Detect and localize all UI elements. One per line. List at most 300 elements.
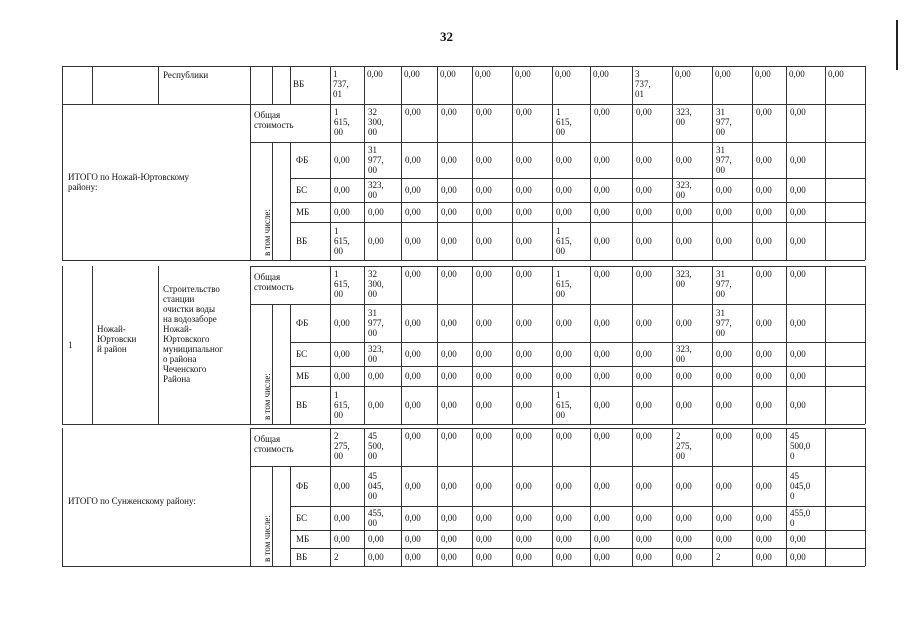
cell-value: 0,00 xyxy=(636,481,652,491)
cell-value: 0,00 xyxy=(405,481,421,491)
col-border xyxy=(825,66,826,104)
cell-value: 0,00 xyxy=(334,318,350,328)
cell-value: 0,00 xyxy=(636,349,652,359)
cell-value: 0,00 xyxy=(716,207,732,217)
cell-value: 0,00 xyxy=(441,207,457,217)
cell-value: 0,00 xyxy=(556,371,572,381)
row-border xyxy=(250,304,865,305)
cell-value: 0,00 xyxy=(756,107,772,117)
col-border xyxy=(672,266,673,424)
cell-value: 0,00 xyxy=(756,371,772,381)
cell-value: 0,00 xyxy=(441,318,457,328)
cell-value: 0,00 xyxy=(716,185,732,195)
col-border xyxy=(330,428,331,566)
cell-value: 0,00 xyxy=(441,552,457,562)
cell-value: 0,00 xyxy=(516,481,532,491)
cell-value: 0,00 xyxy=(367,69,383,79)
col-border xyxy=(290,142,291,260)
cell-value: 0,00 xyxy=(441,155,457,165)
col-border xyxy=(330,66,331,104)
cell-value: 0,00 xyxy=(555,69,571,79)
col-border xyxy=(590,266,591,424)
col-border xyxy=(552,266,553,424)
cell-value: 0,00 xyxy=(756,400,772,410)
cell-value: 0,00 xyxy=(405,269,421,279)
col-border xyxy=(472,266,473,424)
col-border xyxy=(512,104,513,260)
col-border xyxy=(437,66,438,104)
col-border xyxy=(865,104,866,260)
cell-value: 0,00 xyxy=(594,155,610,165)
cell-value: 0,00 xyxy=(334,349,350,359)
col-border xyxy=(632,104,633,260)
row-border xyxy=(62,566,865,567)
cell-value: 0,00 xyxy=(405,400,421,410)
funding-type: ФБ xyxy=(296,318,309,328)
col-border xyxy=(590,66,591,104)
cell-value: 0,00 xyxy=(755,69,771,79)
cell-value: 0,00 xyxy=(594,107,610,117)
col-border xyxy=(437,428,438,566)
col-border xyxy=(250,266,251,424)
cell-value: 0,00 xyxy=(334,481,350,491)
row-border xyxy=(290,386,865,387)
col-border xyxy=(512,66,513,104)
cell-value: 2 xyxy=(334,552,339,562)
cell-value: 0,00 xyxy=(636,371,652,381)
col-border xyxy=(92,66,93,104)
col-border xyxy=(330,104,331,260)
cell-value: 0,00 xyxy=(476,513,492,523)
cell-value: 0,00 xyxy=(790,534,806,544)
row-border xyxy=(290,178,865,179)
col-border xyxy=(158,266,159,424)
col-border xyxy=(712,66,713,104)
cell-value: 0,00 xyxy=(476,400,492,410)
cell-value: 0,00 xyxy=(476,318,492,328)
cell-value: 0,00 xyxy=(334,513,350,523)
cell-value: 0,00 xyxy=(676,207,692,217)
col-border xyxy=(865,428,866,566)
cell-value: 0,00 xyxy=(476,534,492,544)
cell-value: 31 977, 00 xyxy=(368,308,384,338)
cell-value: 0,00 xyxy=(516,155,532,165)
row-border xyxy=(250,466,865,467)
col-border xyxy=(825,104,826,260)
cell-value: 0,00 xyxy=(516,534,532,544)
funding-type: БС xyxy=(296,513,308,523)
cell-value: 0,00 xyxy=(636,534,652,544)
col-border xyxy=(250,428,251,566)
cell-value: 0,00 xyxy=(594,371,610,381)
cell-value: 0,00 xyxy=(676,318,692,328)
col-border xyxy=(330,266,331,424)
cell-value: 0,00 xyxy=(441,349,457,359)
cell-value: 0,00 xyxy=(636,236,652,246)
cell-value: 0,00 xyxy=(594,349,610,359)
cell-value: 0,00 xyxy=(334,185,350,195)
cell-value: 0,00 xyxy=(790,318,806,328)
cell-value: 323, 00 xyxy=(676,180,692,200)
col-border xyxy=(512,428,513,566)
col-border xyxy=(825,428,826,566)
cell-value: 1 615, 00 xyxy=(334,269,350,299)
cell-value: 0,00 xyxy=(441,431,457,441)
cell-value: 0,00 xyxy=(636,552,652,562)
col-border xyxy=(290,66,291,104)
cell-value: 0,00 xyxy=(441,185,457,195)
col-border xyxy=(712,428,713,566)
col-border xyxy=(401,66,402,104)
cell-value: 0,00 xyxy=(441,481,457,491)
row-border xyxy=(290,548,865,549)
cell-value: 0,00 xyxy=(756,318,772,328)
cell-value: 0,00 xyxy=(756,431,772,441)
cell-value: 0,00 xyxy=(476,552,492,562)
funding-type: ФБ xyxy=(296,155,309,165)
col-border xyxy=(401,266,402,424)
cell-value: 31 977, 00 xyxy=(716,269,732,299)
cell-value: 0,00 xyxy=(594,400,610,410)
cell-value: 0,00 xyxy=(594,513,610,523)
cell-value: 0,00 xyxy=(716,431,732,441)
cell-value: 0,00 xyxy=(594,269,610,279)
cell-value: 0,00 xyxy=(828,69,844,79)
col-border xyxy=(62,266,63,424)
cell-value: 0,00 xyxy=(790,155,806,165)
cell-value: 0,00 xyxy=(594,431,610,441)
cell-value: 45 500,0 0 xyxy=(790,431,811,461)
cell-value: 0,00 xyxy=(476,431,492,441)
cell-value: 0,00 xyxy=(594,318,610,328)
row-border xyxy=(290,530,865,531)
funding-type: ВБ xyxy=(296,400,308,410)
funding-type: ФБ xyxy=(296,481,309,491)
cell-value: 0,00 xyxy=(676,400,692,410)
cell-value: 0,00 xyxy=(516,349,532,359)
cell-value: 0,00 xyxy=(516,371,532,381)
cell-value: 323, 00 xyxy=(676,107,692,127)
cell-value: 0,00 xyxy=(556,552,572,562)
col-border xyxy=(401,104,402,260)
cell-value: 0,00 xyxy=(716,400,732,410)
section-title: ИТОГО по Ножай-Юртовскому району: xyxy=(68,172,190,192)
cell-value: 0,00 xyxy=(368,534,384,544)
cell-value: 1 615, 00 xyxy=(556,390,572,420)
cell-value: 0,00 xyxy=(790,185,806,195)
cell-value: 1 737, 01 xyxy=(333,69,349,99)
district-name: Ножай- Юртовски й район xyxy=(97,324,137,354)
cell-value: 0,00 xyxy=(441,236,457,246)
cell-value: 0,00 xyxy=(594,236,610,246)
cell-value: 0,00 xyxy=(556,534,572,544)
col-border xyxy=(472,428,473,566)
col-border xyxy=(552,104,553,260)
cell-value: 1 615, 00 xyxy=(334,107,350,137)
cell-value: 0,00 xyxy=(790,552,806,562)
col-border xyxy=(62,104,63,260)
region-label: Республики xyxy=(163,70,209,80)
col-border xyxy=(752,266,753,424)
cell-value: 0,00 xyxy=(756,481,772,491)
cell-value: 0,00 xyxy=(405,185,421,195)
cell-value: 0,00 xyxy=(516,269,532,279)
cell-value: 0,00 xyxy=(636,107,652,117)
cell-value: 0,00 xyxy=(636,155,652,165)
cell-value: 0,00 xyxy=(368,371,384,381)
col-border xyxy=(752,428,753,566)
cell-value: 3 737, 01 xyxy=(635,69,651,99)
cell-value: 0,00 xyxy=(756,269,772,279)
cell-value: 31 977, 00 xyxy=(716,145,732,175)
row-border xyxy=(250,428,865,429)
col-border xyxy=(552,428,553,566)
cell-value: 31 977, 00 xyxy=(368,145,384,175)
cell-value: 0,00 xyxy=(676,552,692,562)
cell-value: 45 045,0 0 xyxy=(790,471,811,501)
funding-type: ВБ xyxy=(293,79,305,89)
budget-table xyxy=(62,66,865,569)
in-that-number-label: в том числе: xyxy=(262,209,272,256)
cell-value: 0,00 xyxy=(556,431,572,441)
cell-value: 0,00 xyxy=(368,552,384,562)
funding-type: МБ xyxy=(296,371,310,381)
cell-value: 323, 00 xyxy=(368,344,384,364)
cell-value: 0,00 xyxy=(790,400,806,410)
col-border xyxy=(632,266,633,424)
cell-value: 0,00 xyxy=(556,185,572,195)
cell-value: 0,00 xyxy=(334,155,350,165)
col-border xyxy=(62,66,63,104)
cell-value: 0,00 xyxy=(516,431,532,441)
cell-value: 0,00 xyxy=(405,431,421,441)
row-border xyxy=(62,260,865,261)
col-border xyxy=(250,104,251,260)
cell-value: 0,00 xyxy=(716,534,732,544)
cell-value: 1 615, 00 xyxy=(556,269,572,299)
cell-value: 0,00 xyxy=(676,371,692,381)
cell-value: 0,00 xyxy=(405,552,421,562)
cell-value: 0,00 xyxy=(405,534,421,544)
cell-value: 0,00 xyxy=(789,69,805,79)
cell-value: 0,00 xyxy=(594,534,610,544)
cell-value: 0,00 xyxy=(405,349,421,359)
cell-value: 0,00 xyxy=(405,236,421,246)
funding-type: ВБ xyxy=(296,236,308,246)
col-border xyxy=(632,428,633,566)
cell-value: 0,00 xyxy=(636,400,652,410)
cell-value: 0,00 xyxy=(756,236,772,246)
cell-value: 0,00 xyxy=(475,69,491,79)
cell-value: 0,00 xyxy=(556,318,572,328)
cell-value: 0,00 xyxy=(636,185,652,195)
col-border xyxy=(92,266,93,424)
col-border xyxy=(865,66,866,104)
row-border xyxy=(290,202,865,203)
col-border xyxy=(364,428,365,566)
cell-value: 45 500, 00 xyxy=(368,431,384,461)
cell-value: 0,00 xyxy=(556,207,572,217)
funding-type: ВБ xyxy=(296,552,308,562)
cell-value: 455,0 0 xyxy=(790,508,811,528)
cell-value: 31 977, 00 xyxy=(716,308,732,338)
cell-value: 2 275, 00 xyxy=(334,431,350,461)
cell-value: 32 300, 00 xyxy=(368,107,384,137)
cell-value: 0,00 xyxy=(476,349,492,359)
cell-value: 0,00 xyxy=(556,155,572,165)
cell-value: 0,00 xyxy=(516,107,532,117)
funding-type: БС xyxy=(296,185,308,195)
cell-value: 0,00 xyxy=(334,371,350,381)
total-label: Общая стоимость xyxy=(254,272,294,292)
funding-type: МБ xyxy=(296,207,310,217)
col-border xyxy=(158,66,159,104)
section-title: ИТОГО по Сунженскому району: xyxy=(68,496,196,506)
col-border xyxy=(290,304,291,424)
row-border xyxy=(250,104,865,105)
cell-value: 0,00 xyxy=(405,371,421,381)
row-border xyxy=(62,66,865,67)
cell-value: 0,00 xyxy=(676,236,692,246)
col-border xyxy=(364,66,365,104)
cell-value: 0,00 xyxy=(556,513,572,523)
col-border xyxy=(712,266,713,424)
cell-value: 0,00 xyxy=(368,207,384,217)
total-label: Общая стоимость xyxy=(254,434,294,454)
cell-value: 0,00 xyxy=(441,400,457,410)
row-border xyxy=(290,222,865,223)
col-border xyxy=(672,66,673,104)
row-border xyxy=(290,506,865,507)
col-border xyxy=(590,428,591,566)
cell-value: 0,00 xyxy=(756,552,772,562)
col-border xyxy=(786,428,787,566)
cell-value: 0,00 xyxy=(716,513,732,523)
cell-value: 0,00 xyxy=(516,318,532,328)
col-border xyxy=(512,266,513,424)
cell-value: 0,00 xyxy=(594,481,610,491)
col-border xyxy=(786,66,787,104)
cell-value: 0,00 xyxy=(476,371,492,381)
cell-value: 1 615, 00 xyxy=(334,390,350,420)
cell-value: 0,00 xyxy=(516,513,532,523)
cell-value: 0,00 xyxy=(441,371,457,381)
col-border xyxy=(290,466,291,566)
col-border xyxy=(552,66,553,104)
cell-value: 0,00 xyxy=(515,69,531,79)
cell-value: 0,00 xyxy=(756,349,772,359)
cell-value: 0,00 xyxy=(756,207,772,217)
cell-value: 0,00 xyxy=(790,269,806,279)
col-border xyxy=(712,104,713,260)
margin-rule xyxy=(896,20,898,70)
page-number: 32 xyxy=(440,29,453,44)
cell-value: 0,00 xyxy=(716,481,732,491)
col-border xyxy=(401,428,402,566)
cell-value: 0,00 xyxy=(476,207,492,217)
cell-value: 0,00 xyxy=(368,236,384,246)
cell-value: 0,00 xyxy=(636,431,652,441)
cell-value: 0,00 xyxy=(405,155,421,165)
cell-value: 1 615, 00 xyxy=(556,107,572,137)
cell-value: 0,00 xyxy=(756,534,772,544)
cell-value: 0,00 xyxy=(334,534,350,544)
cell-value: 1 615, 00 xyxy=(334,226,350,256)
col-border xyxy=(865,266,866,424)
cell-value: 0,00 xyxy=(636,513,652,523)
row-number: 1 xyxy=(68,340,73,350)
row-border xyxy=(250,266,865,267)
cell-value: 0,00 xyxy=(404,69,420,79)
col-border xyxy=(752,104,753,260)
cell-value: 0,00 xyxy=(790,107,806,117)
cell-value: 0,00 xyxy=(516,185,532,195)
cell-value: 0,00 xyxy=(716,349,732,359)
cell-value: 0,00 xyxy=(756,155,772,165)
cell-value: 0,00 xyxy=(334,207,350,217)
col-border xyxy=(472,66,473,104)
cell-value: 1 615, 00 xyxy=(556,226,572,256)
cell-value: 31 977, 00 xyxy=(716,107,732,137)
cell-value: 0,00 xyxy=(476,155,492,165)
funding-type: МБ xyxy=(296,534,310,544)
cell-value: 0,00 xyxy=(440,69,456,79)
cell-value: 0,00 xyxy=(790,349,806,359)
cell-value: 0,00 xyxy=(675,69,691,79)
cell-value: 0,00 xyxy=(441,534,457,544)
col-border xyxy=(250,66,251,104)
col-border xyxy=(364,266,365,424)
row-border xyxy=(290,342,865,343)
cell-value: 0,00 xyxy=(516,552,532,562)
object-name: Строительство станции очистки воды на водозаборе Ножай- Юртовского муниципальног о района Чеченского Района xyxy=(163,284,223,384)
cell-value: 323, 00 xyxy=(676,269,692,289)
cell-value: 0,00 xyxy=(405,207,421,217)
col-border xyxy=(272,304,273,424)
cell-value: 0,00 xyxy=(405,513,421,523)
row-border xyxy=(62,424,865,425)
cell-value: 0,00 xyxy=(676,155,692,165)
cell-value: 0,00 xyxy=(676,534,692,544)
in-that-number-label: в том числе: xyxy=(262,373,272,420)
cell-value: 323, 00 xyxy=(676,344,692,364)
col-border xyxy=(752,66,753,104)
cell-value: 0,00 xyxy=(476,481,492,491)
cell-value: 0,00 xyxy=(441,513,457,523)
cell-value: 0,00 xyxy=(556,349,572,359)
cell-value: 0,00 xyxy=(636,207,652,217)
col-border xyxy=(364,104,365,260)
cell-value: 0,00 xyxy=(716,371,732,381)
cell-value: 0,00 xyxy=(476,185,492,195)
cell-value: 0,00 xyxy=(594,207,610,217)
col-border xyxy=(786,266,787,424)
cell-value: 45 045, 00 xyxy=(368,471,384,501)
cell-value: 0,00 xyxy=(476,236,492,246)
cell-value: 0,00 xyxy=(593,69,609,79)
cell-value: 0,00 xyxy=(516,207,532,217)
cell-value: 0,00 xyxy=(790,207,806,217)
cell-value: 455, 00 xyxy=(368,508,384,528)
cell-value: 0,00 xyxy=(476,269,492,279)
col-border xyxy=(272,142,273,260)
cell-value: 0,00 xyxy=(441,269,457,279)
cell-value: 2 xyxy=(716,552,721,562)
cell-value: 0,00 xyxy=(516,236,532,246)
col-border xyxy=(62,428,63,566)
row-border xyxy=(290,366,865,367)
row-border xyxy=(250,142,865,143)
